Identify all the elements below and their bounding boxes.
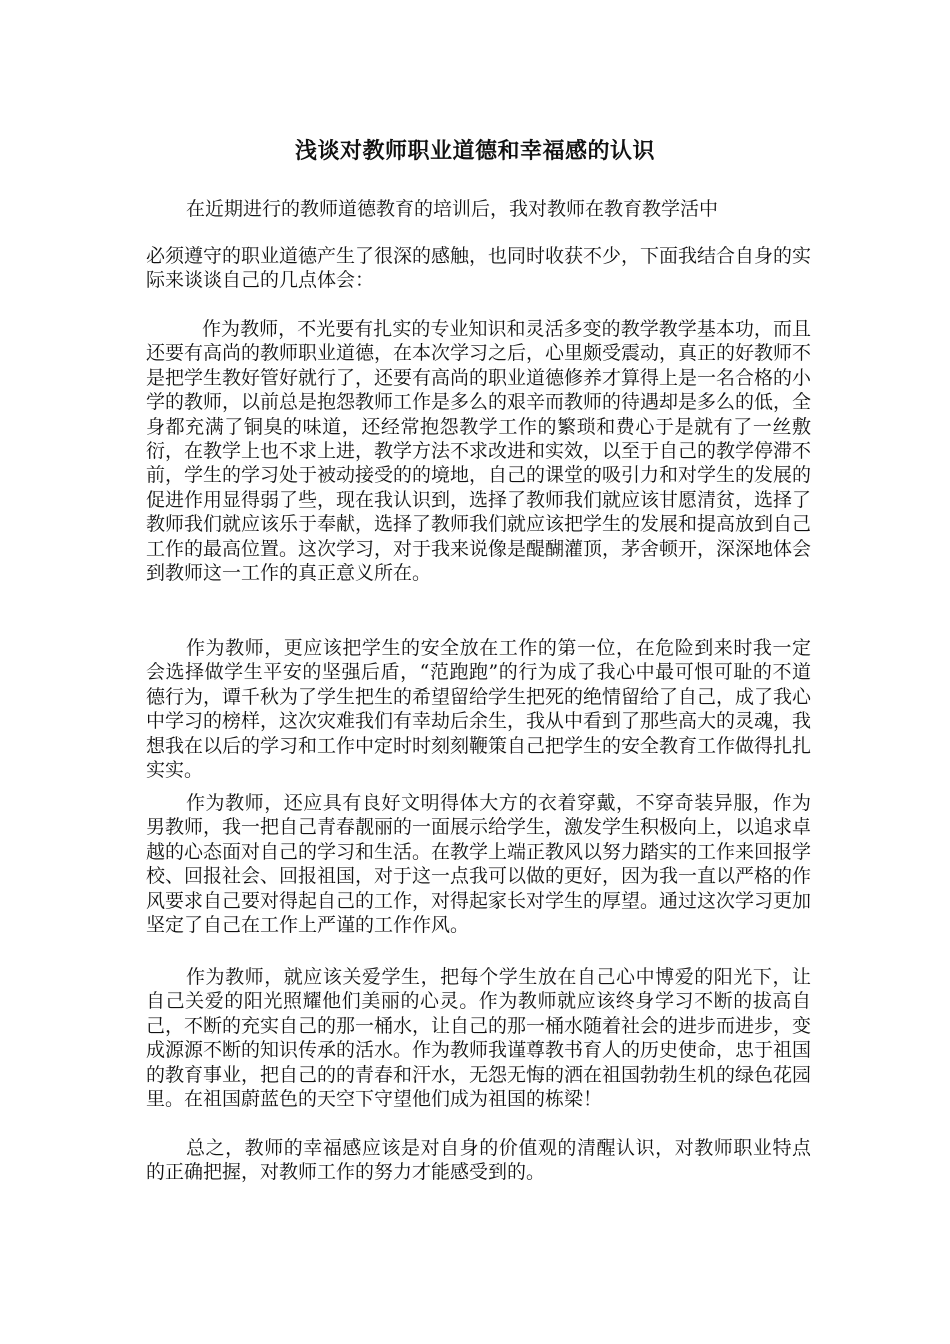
- body-paragraph-4: 作为教师，就应该关爱学生，把每个学生放在自己心中博爱的阳光下，让自己关爱的阳光照耀他们美丽的心灵。作为教师就应该终身学习不断的拔高自己，不断的充实自己的那一桶水，让自己的那一桶水随着社会的进步而进步，变成源源不断的知识传承的活水。作为教师我谨尊教书育人的历史使命，忠于祖国的教育事业，把自己的的青春和汗水，无怨无悔的洒在祖国勃勃生机的绿色花园里。在祖国蔚蓝色的天空下守望他们成为祖国的栋梁！: [146, 966, 812, 1111]
- body-paragraph-3: 作为教师，还应具有良好文明得体大方的衣着穿戴，不穿奇装异服，作为男教师，我一把自己青春靓丽的一面展示给学生，激发学生积极向上，以追求卓越的心态面对自己的学习和生活。在教学上端正教风以努力踏实的工作来回报学校、回报社会、回报祖国，对于这一点我可以做的更好，因为我一直以严格的作风要求自己要对得起自己的工作，对得起家长对学生的厚望。通过这次学习更加坚定了自己在工作上严谨的工作作风。: [146, 792, 812, 937]
- body-paragraph-1: 作为教师，不光要有扎实的专业知识和灵活多变的教学教学基本功，而且还要有高尚的教师职业道德，在本次学习之后，心里颇受震动，真正的好教师不是把学生教好管好就行了，还要有高尚的职业道德修养才算得上是一名合格的小学的教师，以前总是抱怨教师工作是多么的艰辛而教师的待遇却是多么的低，全身都充满了铜臭的味道，还经常抱怨教学工作的繁琐和费心于是就有了一丝敷衍，在教学上也不求上进，教学方法不求改进和实效，以至于自己的教学停滞不前，学生的学习处于被动接受的的境地，自己的课堂的吸引力和对学生的发展的促进作用显得弱了些，现在我认识到，选择了教师我们就应该甘愿清贫，选择了教师我们就应该乐于奉献，选择了教师我们就应该把学生的发展和提高放到自己工作的最高位置。这次学习，对于我来说像是醍醐灌顶，茅舍顿开，深深地体会到教师这一工作的真正意义所在。: [146, 318, 812, 585]
- intro-paragraph-continuation: 必须遵守的职业道德产生了很深的感触，也同时收获不少，下面我结合自身的实际来谈谈自己的几点体会：: [146, 245, 812, 292]
- document-title: 浅谈对教师职业道德和幸福感的认识: [294, 138, 655, 164]
- intro-paragraph-line: 在近期进行的教师道德教育的培训后，我对教师在教育教学活中: [186, 198, 719, 220]
- body-paragraph-5: 总之，教师的幸福感应该是对自身的价值观的清醒认识，对教师职业特点的正确把握，对教师工作的努力才能感受到的。: [146, 1137, 811, 1184]
- body-paragraph-2: 作为教师，更应该把学生的安全放在工作的第一位，在危险到来时我一定会选择做学生平安的坚强后盾，“范跑跑”的行为成了我心中最可恨可耻的不道德行为，谭千秋为了学生把生的希望留给学生把死的绝情留给了自己，成了我心中学习的榜样，这次灾难我们有幸劫后余生，我从中看到了那些高大的灵魂，我想我在以后的学习和工作中定时时刻刻鞭策自己把学生的安全教育工作做得扎扎实实。: [146, 637, 812, 782]
